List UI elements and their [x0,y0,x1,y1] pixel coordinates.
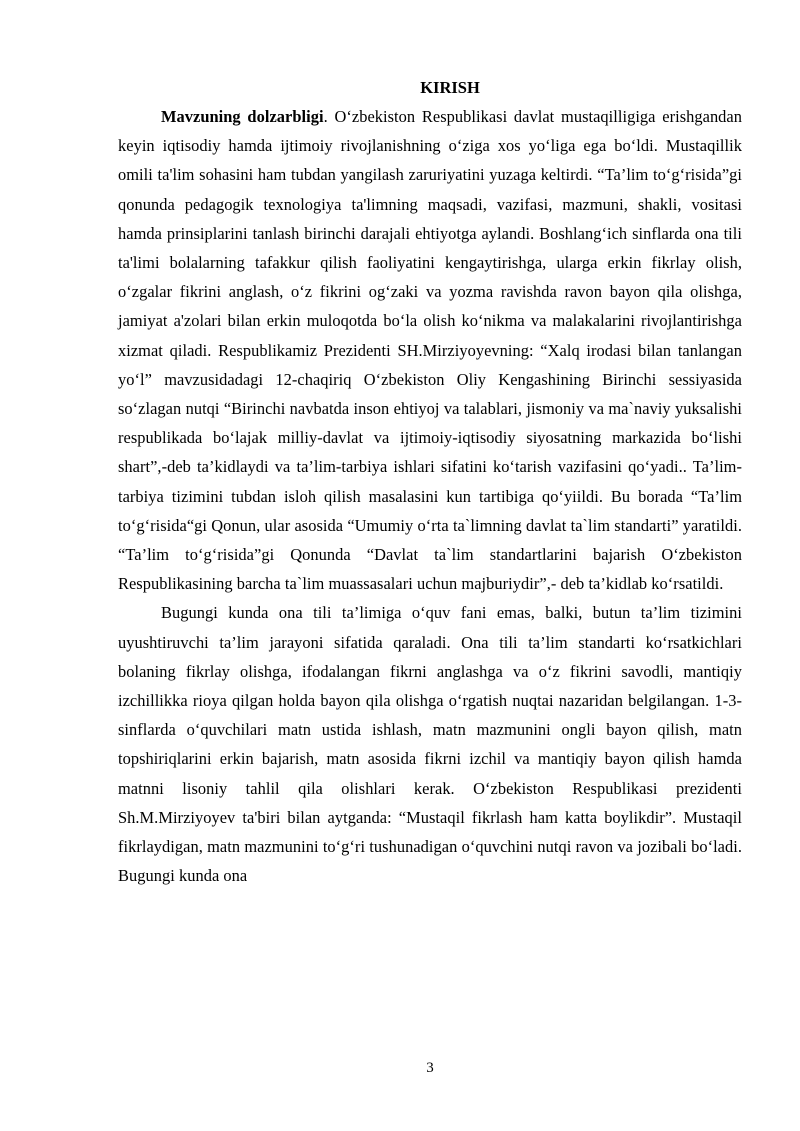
page-content [118,74,742,890]
paragraph-2 [118,598,742,890]
section-heading: KIRISH [420,78,480,97]
page-number: 3 [426,1060,434,1076]
paragraph-lead: Mavzuning dolzarbligi [161,107,324,126]
paragraph-text: . O‘zbekiston Respublikasi davlat mustaqilligiga erishgandan keyin iqtisodiy hamda ijtimoiy rivojlanishning o‘ziga xos yo‘liga ega bo‘ldi. Mustaqillik omili ta'lim sohasini ham tubdan yangilash zaruriyatini yuzaga keltirdi. “Ta’lim to‘g‘risida”gi qonunda pedagogik texnologiya ta'limning maqsadi, vazifasi, mazmuni, shakli, vositasi hamda prinsiplarini tanlash birinchi darajali ehtiyotga aylandi. Boshlang‘ich sinflarda ona tili ta'limi bolalarning tafakkur qilish faoliyatini kengaytirishga, ularga erkin fikrlay olish, o‘zgalar fikrini anglash, o‘z fikrini og‘zaki va yozma ravishda ravon bayon qila olishga, jamiyat a'zolari bilan erkin muloqotda bo‘la olish ko‘nikma va malakalarini rivojlantirishga xizmat qiladi. Respublikamiz Prezidenti SH.Mirziyoyevning: “Xalq irodasi bilan tanlangan yo‘l” mavzusidadagi 12-chaqiriq O‘zbekiston Oliy Kengashining Birinchi sessiyasida so‘zlagan nutqi “Birinchi navbatda inson ehtiyoj va talablari, jismoniy va ma`naviy yuksalishi respublikada bo‘lajak milliy-davlat va ijtimoiy-iqtisodiy siyosatning markazida bo‘lishi shart”,-deb ta’kidlaydi va ta’lim-tarbiya ishlari sifatini ko‘tarish vazifasini qo‘yadi.. Ta’lim-tarbiya tizimini tubdan isloh qilish masalasini kun tartibiga qo‘yiildi. Bu borada “Ta’lim to‘g‘risida“gi Qonun, ular asosida “Umumiy o‘rta ta`limning davlat ta`lim standarti” yaratildi. “Ta’lim to‘g‘risida”gi Qonunda “Davlat ta`lim standartlarini bajarish O‘zbekiston Respublikasining barcha ta`lim muassasalari uchun majburiydir”,- deb ta’kidlab ko‘rsatildi. [118,107,743,594]
paragraph-1 [118,102,742,598]
paragraph-text: Bugungi kunda ona tili ta’limiga o‘quv fani emas, balki, butun ta’lim tizimini uyushtiruvchi ta’lim jarayoni sifatida qaraladi. Ona tili ta’lim standarti ko‘rsatkichlari bolaning fikrlay olishga, ifodalangan fikrni anglashga va o‘z fikrini savodli, mantiqiy izchillikka rioya qilgan holda bayon qila olishga o‘rgatish nuqtai nazaridan belgilangan. 1-3- sinflarda o‘quvchilari matn ustida ishlash, matn mazmunini ongli bayon qilish, matn topshiriqlarini erkin bajarish, matn asosida fikrni izchil va mantiqiy bayon qilish hamda matnni lisoniy tahlil qila olishlari kerak. O‘zbekiston Respublikasi prezidenti Sh.M.Mirziyoyev ta'biri bilan aytganda: “Mustaqil fikrlash ham katta boylikdir”. Mustaqil fikrlaydigan, matn mazmunini to‘g‘ri tushunadigan o‘quvchini nutqi ravon va jozibali bo‘ladi. Bugungi kunda ona [118,603,742,886]
